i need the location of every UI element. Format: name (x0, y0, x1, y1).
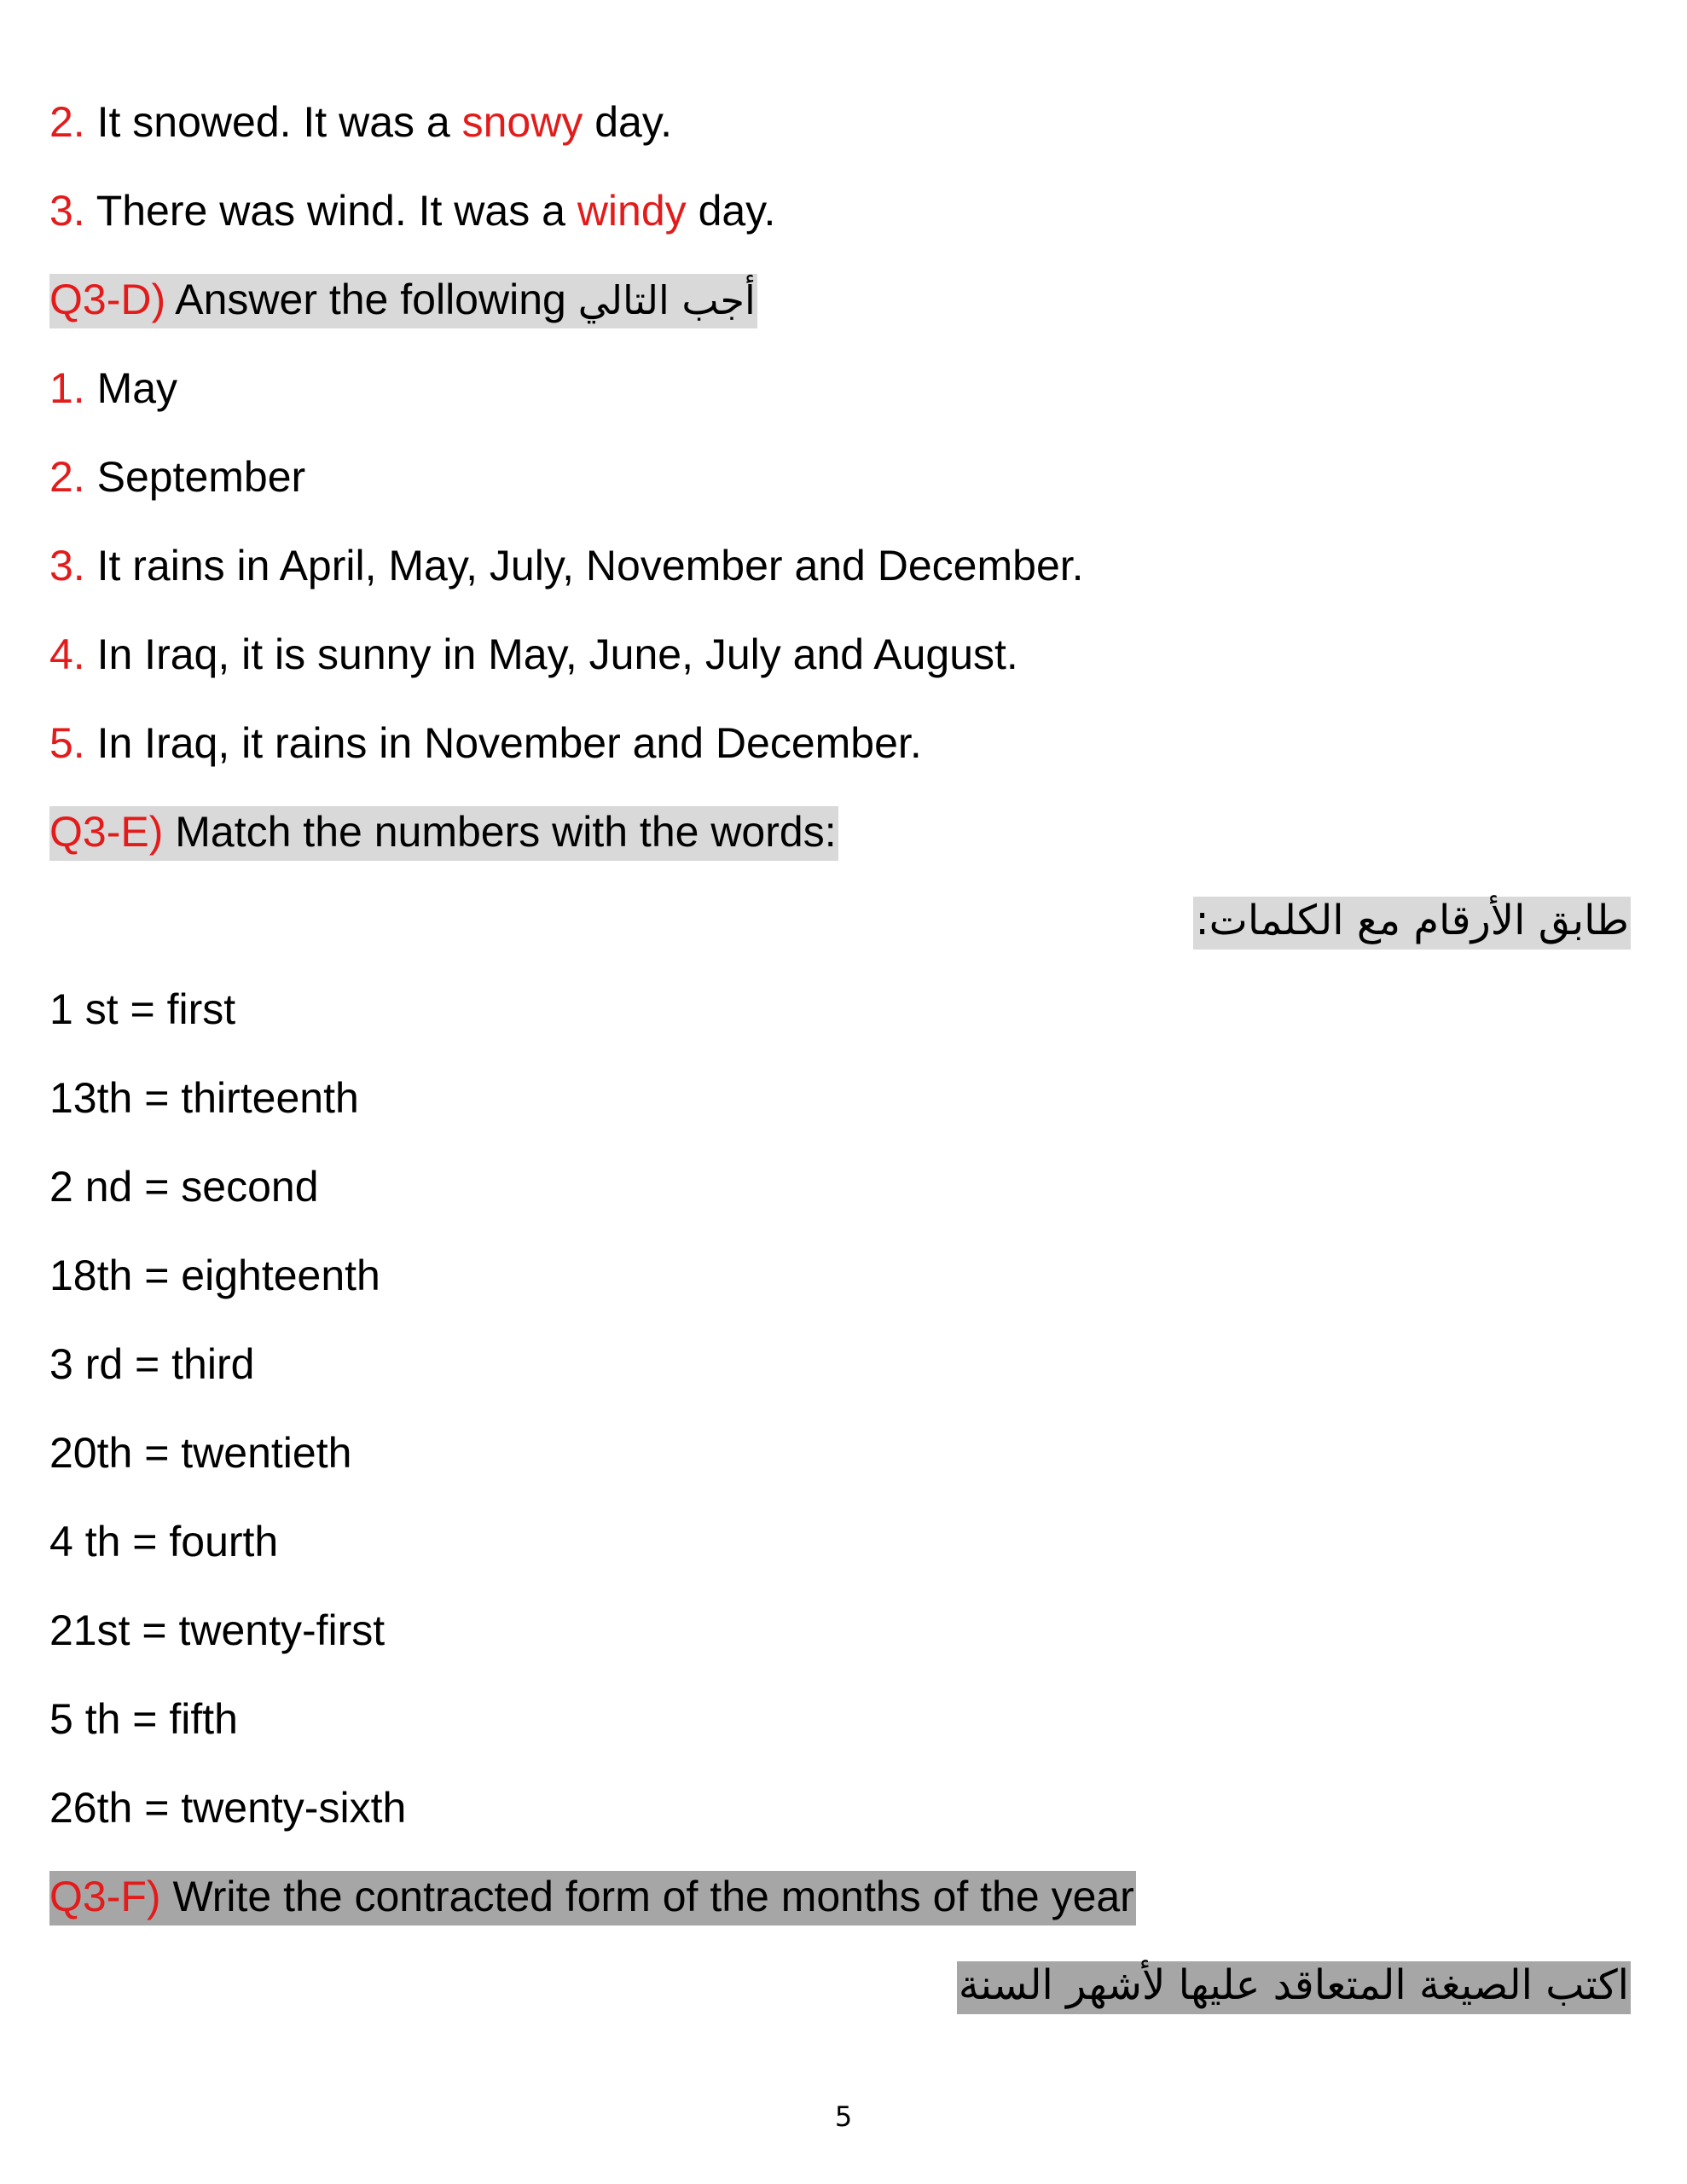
section-title-arabic: أجب التالي (577, 277, 756, 323)
item-text: It rains in April, May, July, November and December. (84, 542, 1084, 590)
exercise-line (49, 185, 775, 236)
heading-highlight (49, 806, 838, 861)
match-pair: 2 nd = second (49, 1163, 319, 1211)
section-title: Answer the following (165, 276, 578, 323)
section-heading-q3e (49, 806, 838, 857)
page-number: 5 (834, 2100, 853, 2133)
section-title-arabic-q3f (957, 1960, 1631, 2011)
answer-line (49, 717, 922, 769)
section-title: Match the numbers with the words: (163, 808, 837, 856)
match-pair: 18th = eighteenth (49, 1252, 380, 1299)
answer-line (49, 363, 177, 414)
item-number: 5. (49, 719, 85, 767)
section-heading-q3d (49, 274, 757, 326)
match-pair: 26th = twenty-sixth (49, 1784, 407, 1832)
match-pair: 13th = thirteenth (49, 1074, 359, 1122)
item-text: It snowed. It was a (96, 98, 462, 146)
answer-line (49, 451, 305, 502)
section-heading-q3f (49, 1871, 1136, 1922)
heading-highlight (49, 1871, 1136, 1926)
section-title-arabic-q3e (1193, 895, 1631, 946)
item-number: 2. (49, 98, 85, 146)
item-text: In Iraq, it is sunny in May, June, July and August. (84, 630, 1018, 678)
match-pair: 21st = twenty-first (49, 1606, 386, 1654)
item-text: day. (583, 98, 673, 146)
section-label: Q3-E) (49, 808, 164, 856)
item-number: 2. (49, 453, 85, 501)
match-pair: 3 rd = third (49, 1340, 255, 1388)
match-pair: 1 st = first (49, 985, 236, 1033)
match-pair: 5 th = fifth (49, 1695, 238, 1743)
item-number: 1. (49, 364, 85, 412)
section-label: Q3-F) (49, 1873, 161, 1920)
section-title: Write the contracted form of the months of the year (160, 1873, 1134, 1920)
item-answer: snowy (461, 98, 583, 146)
heading-highlight (49, 274, 757, 328)
answer-line (49, 629, 1018, 680)
section-label: Q3-D) (49, 276, 166, 323)
item-text: September (84, 453, 306, 501)
answer-line (49, 540, 1084, 591)
arabic-instruction: طابق الأرقام مع الكلمات: (1193, 897, 1631, 950)
item-number: 3. (49, 187, 85, 235)
exercise-line (49, 96, 672, 148)
item-text: There was wind. It was a (96, 187, 577, 235)
item-text: In Iraq, it rains in November and December. (84, 719, 922, 767)
match-pair: 4 th = fourth (49, 1518, 279, 1565)
item-answer: windy (577, 187, 687, 235)
item-number: 4. (49, 630, 85, 678)
item-number: 3. (49, 542, 85, 590)
item-text: day. (686, 187, 776, 235)
item-text: May (84, 364, 178, 412)
match-pair: 20th = twentieth (49, 1429, 352, 1477)
arabic-instruction: اكتب الصيغة المتعاقد عليها لأشهر السنة (957, 1961, 1631, 2014)
